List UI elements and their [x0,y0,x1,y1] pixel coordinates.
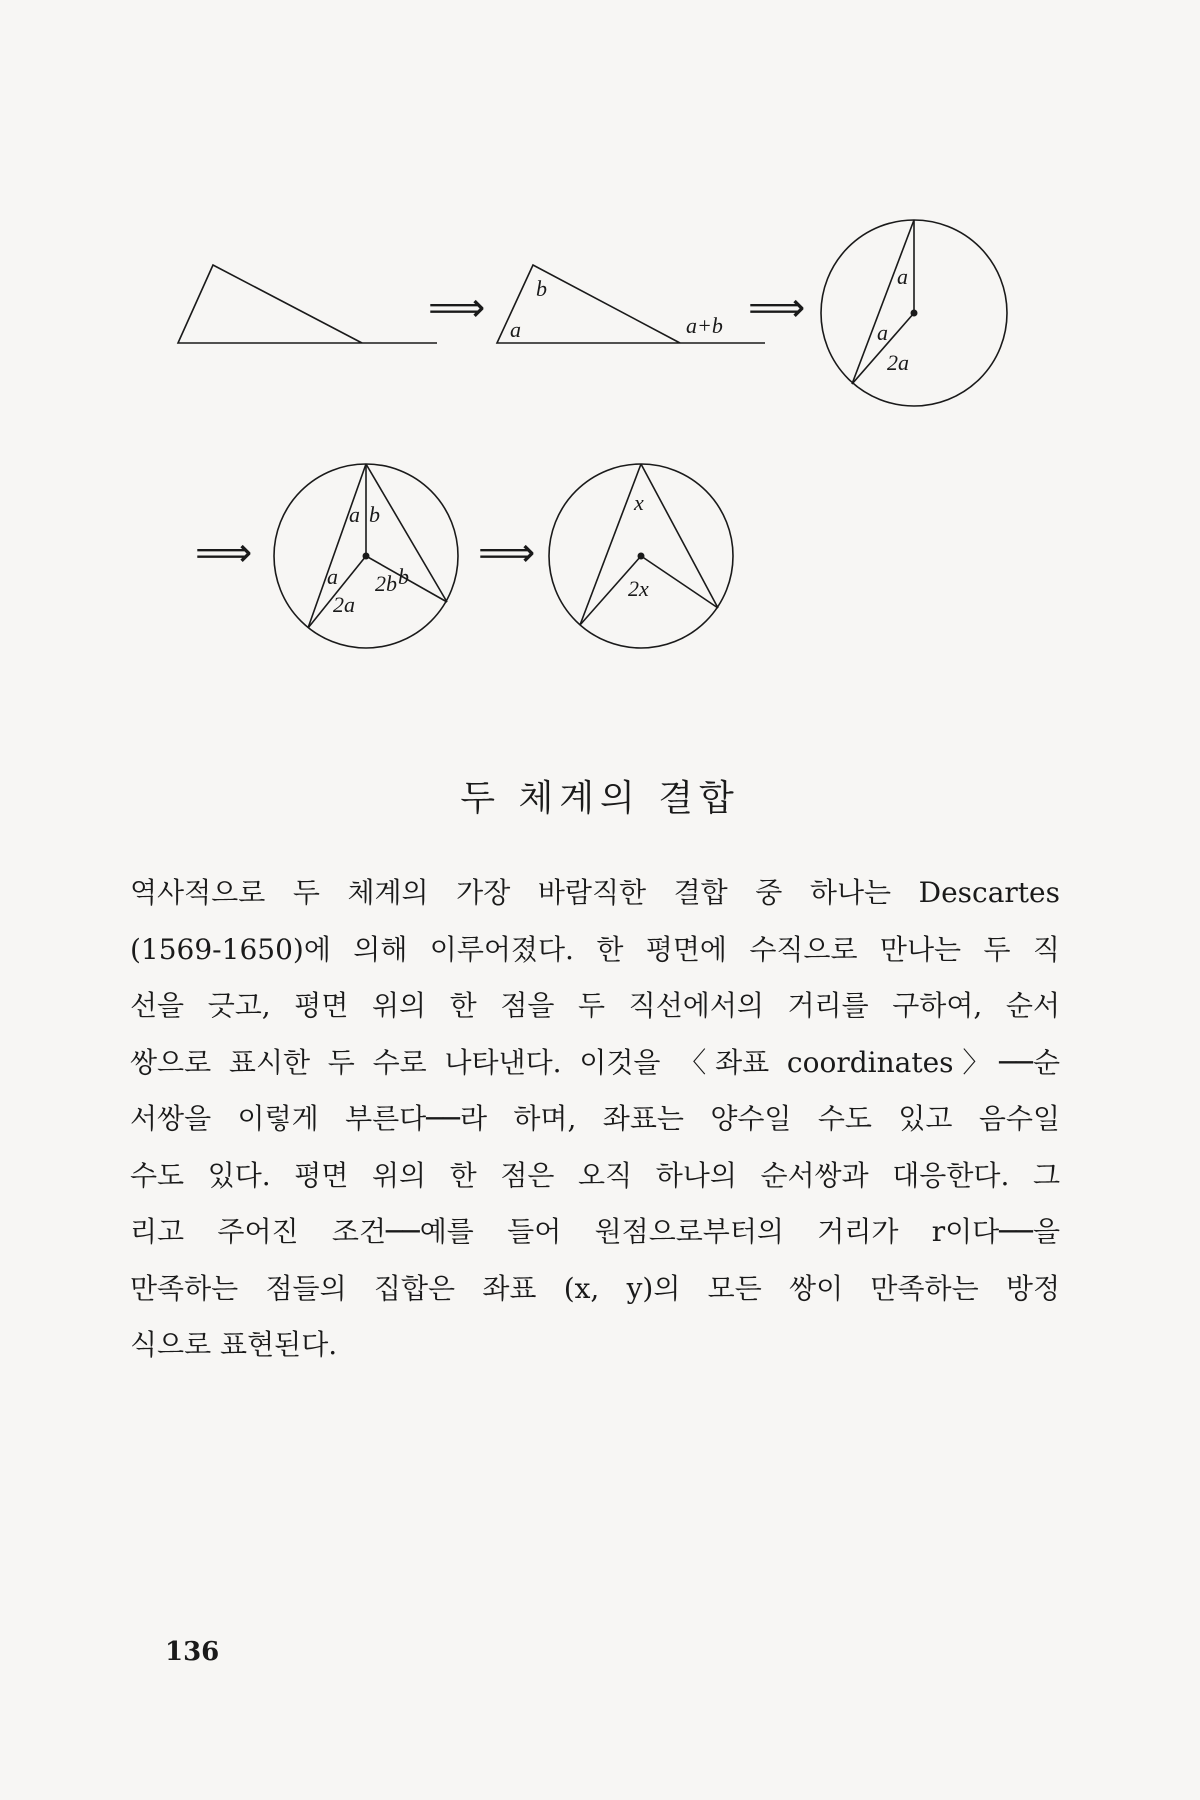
label-a: a [897,264,908,289]
label-a-plus-b: a+b [686,313,723,338]
triangle-2 [497,265,680,343]
arrow-2: ⟹ [748,285,806,331]
arrow-3: ⟹ [195,530,253,576]
text-line: 서쌍을 이렇게 부른다──라 하며, 좌표는 양수일 수도 있고 음수일 [130,1102,1060,1135]
body-paragraph [130,865,1060,1374]
text-line: 쌍으로 표시한 두 수로 나타낸다. 이것을 〈좌표 coordinates〉──순 [130,1045,1060,1079]
label-x: x [634,490,644,515]
text-line: 식으로 표현된다. [130,1328,338,1361]
label-b: b [398,564,409,589]
text-line: 만족하는 점들의 집합은 좌표 (x, y)의 모든 쌍이 만족하는 방정 [130,1271,1060,1305]
text-line: 수도 있다. 평면 위의 한 점은 오직 하나의 순서쌍과 대응한다. 그 [130,1158,1060,1192]
geometry-figure [0,0,1200,680]
text-line: (1569-1650)에 의해 이루어졌다. 한 평면에 수직으로 만나는 두 직 [130,932,1060,966]
triangle-1 [178,265,362,343]
label-2x: 2x [628,576,649,601]
arrow-4: ⟹ [478,530,536,576]
section-title: 두 체계의 결합 [460,778,740,819]
label-2a: 2a [333,592,355,617]
label-b: b [369,502,380,527]
label-2a: 2a [887,350,909,375]
label-a: a [349,502,360,527]
label-a: a [327,564,338,589]
label-b: b [536,276,547,301]
arrow-1: ⟹ [428,285,486,331]
label-a: a [510,317,521,342]
text-line: 리고 주어진 조건──예를 들어 원점으로부터의 거리가 r이다──을 [130,1215,1060,1248]
page-number: 136 [165,1637,220,1667]
label-2b: 2b [375,571,397,596]
text-line: 선을 긋고, 평면 위의 한 점을 두 직선에서의 거리를 구하여, 순서 [130,989,1060,1022]
label-a: a [877,320,888,345]
text-line: 역사적으로 두 체계의 가장 바람직한 결합 중 하나는 Descartes [130,876,1060,909]
